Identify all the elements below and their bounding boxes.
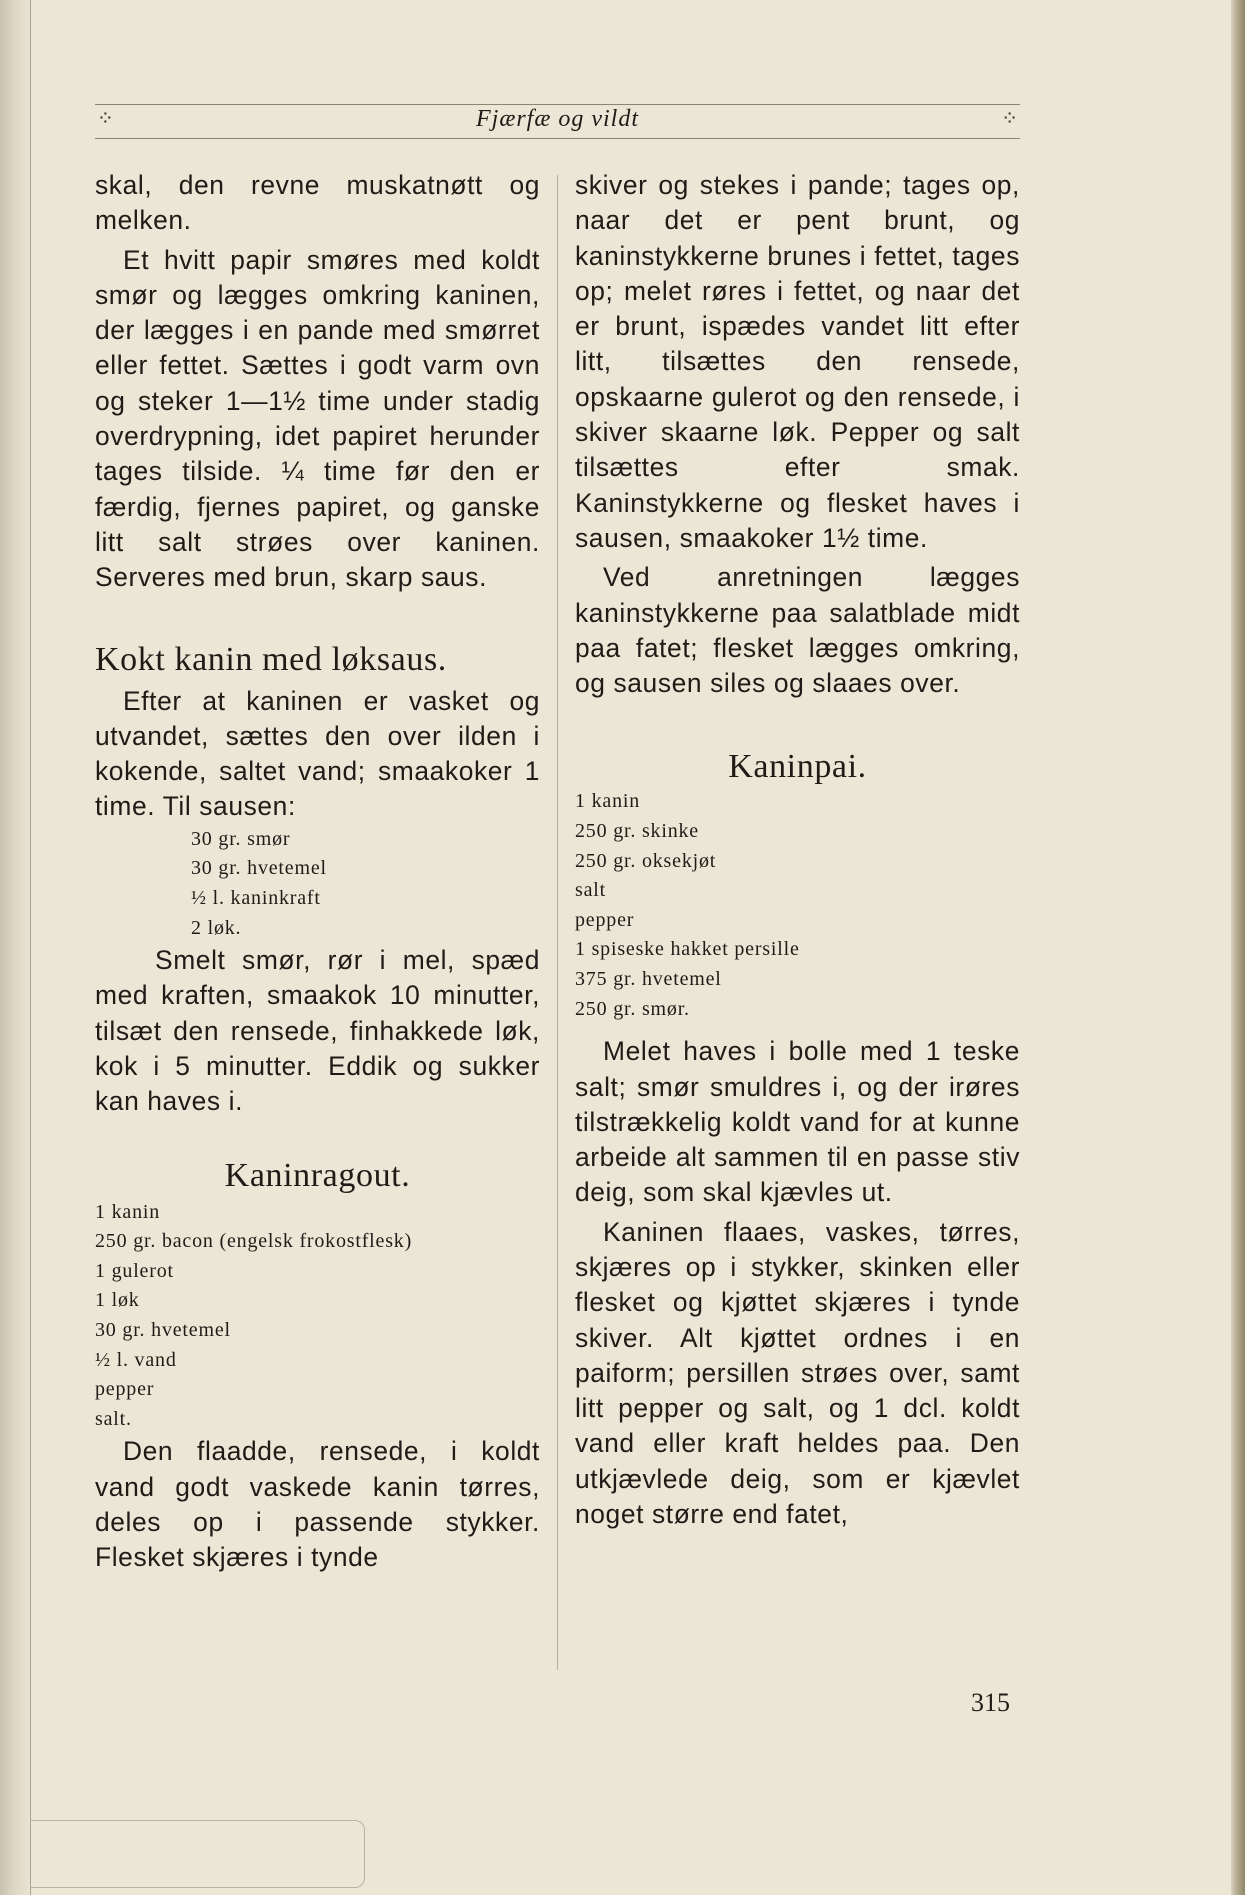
ingredient-item: 1 kanin: [575, 790, 641, 813]
ragout-serving: Ved anretningen lægges kaninstykkerne paa salatblade midt paa fatet; flesket lægges omkring, og sausen siles og slaaes over.: [575, 562, 1020, 699]
ornament-left-icon: ⁘: [97, 106, 114, 130]
ragout-ingredient-list: [95, 1198, 540, 1435]
ingredient-item: 2 løk.: [191, 916, 242, 939]
ingredient-item: 1 gulerot: [95, 1259, 174, 1282]
pai-ingredient-list: [575, 787, 1020, 1024]
header-rule-bottom: [95, 138, 1020, 139]
running-title: Fjærfæ og vildt: [475, 106, 639, 132]
kokt-ingredient-list: [191, 825, 540, 943]
ingredient-item: pepper: [575, 908, 635, 931]
ingredient-item: salt: [575, 879, 606, 902]
ornament-right-icon: ⁘: [1001, 106, 1018, 130]
paragraph-continued: skal, den revne muskatnøtt og melken.: [95, 170, 540, 236]
section-title-kokt-kanin: Kokt kanin med løksaus.: [95, 640, 447, 678]
ingredient-item: 30 gr. hvetemel: [95, 1318, 231, 1341]
book-spine-left: [0, 0, 31, 1895]
kokt-method: Smelt smør, rør i mel, spæd med kraften, smaakok 10 minutter, tilsæt den rensede, finhakkede løk, kok i 5 minutter. Eddik og sukker kan haves i.: [95, 945, 540, 1117]
ingredient-item: 250 gr. smør.: [575, 997, 690, 1020]
right-column: [575, 168, 1020, 1532]
ragout-continued: skiver og stekes i pande; tages op, naar det er pent brunt, og kaninstykkerne brunes i fettet, tages op; melet røres i fettet, og naar det er brunt, ispædes vandet litt efter litt, tilsættes den rensede, opskaarne gulerot og den rensede, i skiver skaarne løk. Pepper og salt tilsættes efter smak. Kaninstykkerne og flesket haves i sausen, smaakoker 1½ time.: [575, 170, 1020, 553]
ingredient-item: salt.: [95, 1407, 132, 1430]
ingredient-item: ½ l. vand: [95, 1348, 177, 1371]
book-edge-right: [1231, 0, 1245, 1895]
ingredient-item: pepper: [95, 1378, 155, 1401]
ingredient-item: 250 gr. bacon (engelsk frokostflesk): [95, 1230, 413, 1253]
ingredient-item: 30 gr. hvetemel: [191, 857, 327, 880]
column-divider: [557, 175, 558, 1670]
ingredient-item: 375 gr. hvetemel: [575, 968, 722, 991]
kokt-intro: Efter at kaninen er vasket og utvandet, sættes den over ilden i kokende, saltet vand; smaakoker 1 time. Til sausen:: [95, 685, 540, 822]
left-column: [95, 168, 540, 1576]
ragout-method: Den flaadde, rensede, i koldt vand godt vaskede kanin tørres, deles op i passende stykker. Flesket skjæres i tynde: [95, 1436, 540, 1573]
ingredient-item: 1 spiseske hakket persille: [575, 938, 800, 961]
ingredient-item: 30 gr. smør: [191, 827, 291, 850]
section-title-kaninragout: Kaninragout.: [224, 1156, 411, 1194]
ingredient-item: 250 gr. oksekjøt: [575, 849, 717, 872]
ingredient-item: 1 kanin: [95, 1200, 161, 1223]
ingredient-item: 250 gr. skinke: [575, 820, 699, 843]
pai-method: Kaninen flaaes, vaskes, tørres, skjæres op i stykker, skinken eller flesket og kjøttet skjæres i tynde skiver. Alt kjøttet ordnes i en paiform; persillen strøes over, samt litt pepper og salt, og 1 dcl. koldt vand eller kraft heldes paa. Den utkjævlede deig, som er kjævlet noget større end fatet,: [575, 1216, 1020, 1530]
section-title-kaninpai: Kaninpai.: [728, 748, 867, 786]
ingredient-item: ½ l. kaninkraft: [191, 886, 321, 909]
ingredient-item: 1 løk: [95, 1289, 140, 1312]
page-number: 315: [971, 1688, 1010, 1717]
pai-dough: Melet haves i bolle med 1 teske salt; smør smuldres i, og der irøres tilstrækkelig koldt vand for at kunne arbeide alt sammen til en passe stiv deig, som skal kjævles ut.: [575, 1036, 1020, 1208]
paragraph-paper: Et hvitt papir smøres med koldt smør og lægges omkring kaninen, der lægges i en pande med smørret eller fettet. Sættes i godt varm ovn og steker 1—1½ time under stadig overdrypning, idet papiret herunder tages tilside. ¼ time før den er færdig, fjernes papiret, og ganske litt salt strøes over kaninen. Serveres med brun, skarp saus.: [95, 244, 540, 593]
running-header: [95, 104, 1020, 138]
book-page: [95, 0, 1020, 1895]
